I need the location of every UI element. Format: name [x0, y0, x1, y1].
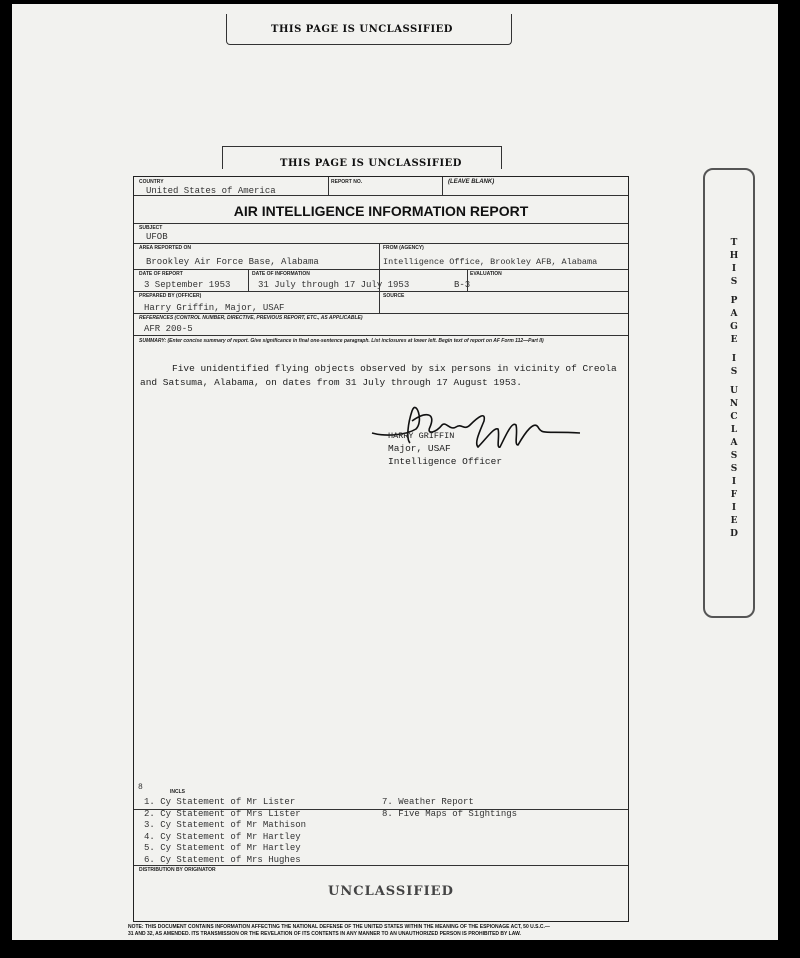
- side-banner-letter: A: [730, 309, 738, 319]
- side-banner-letter: S: [730, 451, 738, 461]
- form-title: AIR INTELLIGENCE INFORMATION REPORT: [233, 203, 529, 219]
- side-banner-letter: C: [730, 412, 738, 422]
- side-banner-letter: N: [729, 399, 739, 409]
- from-agency-value: Intelligence Office, Brookley AFB, Alabama: [383, 257, 598, 267]
- country-value: United States of America: [146, 186, 276, 196]
- date-of-report-value: 3 September 1953: [144, 280, 231, 290]
- side-banner-letter: S: [730, 277, 738, 287]
- notice-line-2: 31 AND 32, AS AMENDED. ITS TRANSMISSION OR THE REVELATION OF ITS CONTENTS IN ANY MANNER TO AN UNAUTHORIZED PERSON IS PROHIBITED BY LAW.: [128, 931, 521, 937]
- side-banner-letter: S: [730, 367, 738, 377]
- evaluation-label: EVALUATION: [470, 271, 502, 277]
- side-banner-letter: T: [730, 238, 738, 248]
- inclosure-item: 1. Cy Statement of Mr Lister: [144, 797, 296, 807]
- side-banner-letter: P: [730, 296, 738, 306]
- signature-rank: Major, USAF: [388, 443, 451, 454]
- side-banner-letter: G: [730, 322, 738, 332]
- side-banner-letter: E: [730, 516, 738, 526]
- incl-count: 8: [138, 783, 143, 792]
- date-of-info-value: 31 July through 17 July 1953: [258, 280, 410, 290]
- espionage-notice: [128, 924, 648, 938]
- side-banner-letter: I: [731, 264, 737, 274]
- side-banner-letter: U: [730, 386, 738, 396]
- signature-title: Intelligence Officer: [388, 456, 503, 467]
- area-reported-value: Brookley Air Force Base, Alabama: [146, 257, 319, 267]
- inclosure-item: 7. Weather Report: [382, 797, 474, 807]
- handwritten-signature: [366, 391, 586, 451]
- date-of-report-label: DATE OF REPORT: [139, 271, 183, 277]
- subject-value: UFOB: [146, 232, 168, 242]
- notice-line-1: NOTE: THIS DOCUMENT CONTAINS INFORMATION AFFECTING THE NATIONAL DEFENSE OF THE UNITED STATES WITHIN THE MEANING OF THE ESPIONAGE ACT, 50 U.S.C.—: [128, 924, 550, 930]
- inclosure-item: 6. Cy Statement of Mrs Hughes: [144, 854, 301, 865]
- summary-label: SUMMARY: (Enter concise summary of report. Give significance in final one-sentence paragraph. List inclosures at lower left. Begin text of report on AF Form 112—Part II): [139, 338, 544, 344]
- source-label: SOURCE: [383, 293, 405, 299]
- side-banner-letter: L: [730, 425, 738, 435]
- inclosure-item: 4. Cy Statement of Mr Hartley: [144, 831, 301, 842]
- subject-label: SUBJECT: [139, 225, 163, 231]
- side-banner-letter: D: [730, 529, 738, 539]
- inclosure-item: 3. Cy Statement of Mr Mathison: [144, 820, 307, 830]
- side-banner-letter: F: [730, 490, 738, 500]
- side-banner-letter: I: [731, 354, 737, 364]
- references-value: AFR 200-5: [144, 324, 193, 334]
- country-label: COUNTRY: [139, 179, 164, 185]
- side-banner-letter: E: [730, 335, 738, 345]
- references-label: REFERENCES (CONTROL NUMBER, DIRECTIVE, PREVIOUS REPORT, ETC., AS APPLICABLE): [139, 315, 363, 321]
- top-bracket: [226, 14, 512, 45]
- side-banner-letter: S: [730, 464, 738, 474]
- form-classification-stamp: THIS PAGE IS UNCLASSIFIED: [280, 158, 462, 169]
- side-banner-letter: I: [731, 503, 737, 513]
- distribution-label: DISTRIBUTION BY ORIGINATOR: [139, 867, 216, 873]
- side-banner-letter: I: [731, 477, 737, 487]
- area-reported-label: AREA REPORTED ON: [139, 245, 192, 251]
- signature-name: HARRY GRIFFIN: [388, 431, 455, 441]
- prepared-by-label: PREPARED BY (OFFICER): [139, 293, 202, 299]
- side-banner-letter: H: [729, 251, 739, 261]
- inclosure-item: 5. Cy Statement of Mr Hartley: [144, 843, 301, 853]
- report-no-label: REPORT NO.: [331, 179, 363, 185]
- leave-blank-label: (LEAVE BLANK): [448, 179, 495, 185]
- top-classification-stamp: THIS PAGE IS UNCLASSIFIED: [271, 24, 453, 35]
- summary-line-2: and Satsuma, Alabama, on dates from 31 July through 17 August 1953.: [140, 377, 522, 388]
- inclosure-item: 2. Cy Statement of Mrs Lister: [144, 808, 301, 819]
- form-bracket: [222, 146, 502, 169]
- summary-line-1: Five unidentified flying objects observed by six persons in vicinity of Creola: [172, 363, 617, 374]
- incls-label: INCLS: [170, 789, 185, 795]
- prepared-by-value: Harry Griffin, Major, USAF: [144, 303, 285, 313]
- side-banner-letter: A: [730, 438, 738, 448]
- inclosure-item: 8. Five Maps of Sightings: [382, 808, 518, 819]
- evaluation-value: B-3: [454, 280, 471, 290]
- report-form: [133, 176, 629, 922]
- unclassified-stamp: UNCLASSIFIED: [328, 884, 454, 899]
- from-agency-label: FROM (AGENCY): [383, 245, 424, 251]
- date-of-info-label: DATE OF INFORMATION: [252, 271, 310, 277]
